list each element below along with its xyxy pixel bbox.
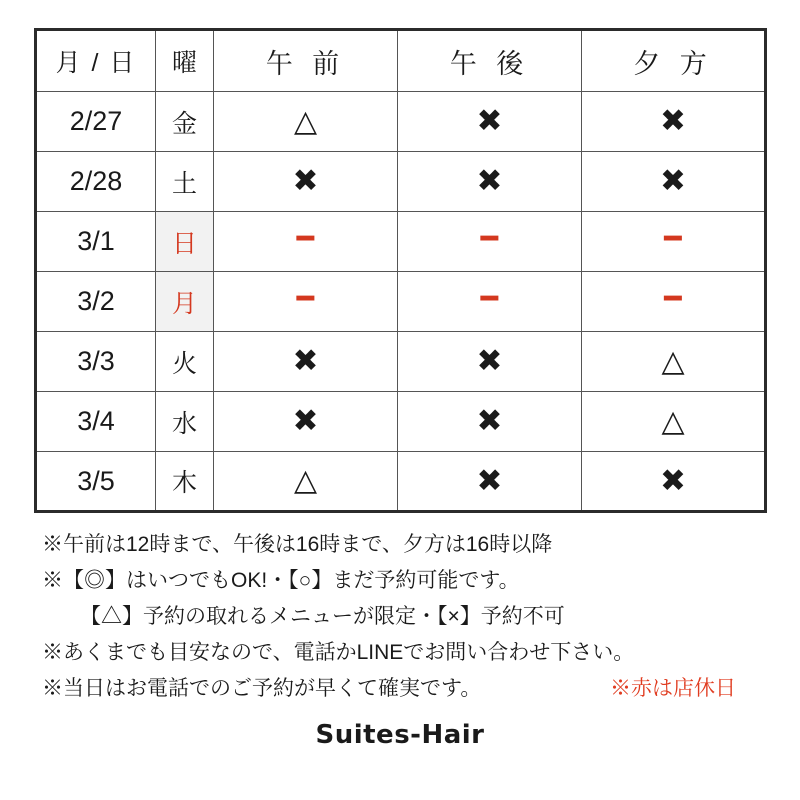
row-date: 3/2 — [36, 272, 156, 332]
mark-triangle-icon: △ — [661, 343, 685, 379]
slot-afternoon — [398, 92, 582, 152]
slot-morning — [214, 392, 398, 452]
mark-triangle-icon: △ — [661, 403, 685, 439]
table-row — [36, 272, 766, 332]
note-legend-circle: ※【◎】はいつでもOK!・【○】まだ予約可能です。 — [42, 569, 520, 593]
mark-dash-icon: ━ — [480, 281, 499, 315]
mark-cross-icon: ✖ — [292, 403, 319, 439]
mark-dash-icon: ━ — [480, 221, 499, 255]
mark-cross-icon: ✖ — [476, 343, 503, 379]
mark-cross-icon: ✖ — [292, 343, 319, 379]
slot-afternoon — [398, 212, 582, 272]
note-closed-red: ※赤は店休日 — [610, 677, 736, 701]
slot-evening — [582, 92, 766, 152]
row-dayofweek: 土 — [156, 152, 214, 212]
row-dayofweek: 木 — [156, 452, 214, 512]
mark-triangle-icon: △ — [293, 463, 318, 498]
row-dayofweek: 火 — [156, 332, 214, 392]
mark-cross-icon: ✖ — [660, 163, 686, 199]
note-sameday-row — [42, 671, 766, 707]
slot-morning — [214, 152, 398, 212]
notes-section — [34, 527, 766, 708]
row-date: 3/5 — [36, 452, 156, 512]
header-evening: 夕 方 — [582, 30, 766, 92]
slot-morning — [214, 212, 398, 272]
table-row — [36, 392, 766, 452]
row-date: 3/4 — [36, 392, 156, 452]
row-date: 2/27 — [36, 92, 156, 152]
row-dayofweek: 金 — [156, 92, 214, 152]
slot-afternoon — [398, 152, 582, 212]
mark-cross-icon: ✖ — [292, 163, 319, 199]
availability-table — [34, 28, 767, 513]
note-contact: ※あくまでも目安なので、電話かLINEでお問い合わせ下さい。 — [42, 641, 635, 665]
mark-dash-icon: ━ — [664, 221, 682, 255]
slot-evening — [582, 212, 766, 272]
table-header-row — [36, 30, 766, 92]
header-afternoon: 午 後 — [398, 30, 582, 92]
mark-triangle-icon: △ — [293, 103, 318, 139]
table-row — [36, 152, 766, 212]
table-row — [36, 332, 766, 392]
slot-evening — [582, 152, 766, 212]
mark-cross-icon: ✖ — [660, 462, 686, 499]
table-row — [36, 92, 766, 152]
slot-afternoon — [398, 392, 582, 452]
slot-evening — [582, 332, 766, 392]
slot-afternoon — [398, 452, 582, 512]
header-date: 月 / 日 — [36, 30, 156, 92]
table-row — [36, 452, 766, 512]
slot-morning — [214, 332, 398, 392]
slot-evening — [582, 272, 766, 332]
row-dayofweek: 水 — [156, 392, 214, 452]
row-dayofweek: 月 — [156, 272, 214, 332]
note-hours: ※午前は12時まで、午後は16時まで、夕方は16時以降 — [42, 533, 553, 556]
slot-morning — [214, 272, 398, 332]
mark-cross-icon: ✖ — [660, 103, 686, 139]
slot-afternoon — [398, 332, 582, 392]
row-dayofweek: 日 — [156, 212, 214, 272]
mark-dash-icon: ━ — [296, 221, 315, 255]
mark-cross-icon: ✖ — [476, 462, 503, 499]
table-row — [36, 212, 766, 272]
mark-dash-icon: ━ — [664, 281, 682, 315]
mark-cross-icon: ✖ — [476, 103, 503, 139]
slot-morning — [214, 92, 398, 152]
row-date: 3/1 — [36, 212, 156, 272]
brand-name: Suites-Hair — [315, 719, 485, 750]
note-legend-triangle: 【△】予約の取れるメニューが限定・【×】予約不可 — [80, 605, 565, 629]
table-body — [36, 92, 766, 512]
mark-cross-icon: ✖ — [476, 403, 503, 439]
mark-cross-icon: ✖ — [476, 163, 503, 199]
slot-evening — [582, 452, 766, 512]
row-date: 3/3 — [36, 332, 156, 392]
mark-dash-icon: ━ — [296, 281, 315, 315]
row-date: 2/28 — [36, 152, 156, 212]
note-sameday: ※当日はお電話でのご予約が早くて確実です。 — [42, 677, 482, 701]
slot-afternoon — [398, 272, 582, 332]
header-dayofweek: 曜 — [156, 30, 214, 92]
header-morning: 午 前 — [214, 30, 398, 92]
slot-evening — [582, 392, 766, 452]
slot-morning — [214, 452, 398, 512]
